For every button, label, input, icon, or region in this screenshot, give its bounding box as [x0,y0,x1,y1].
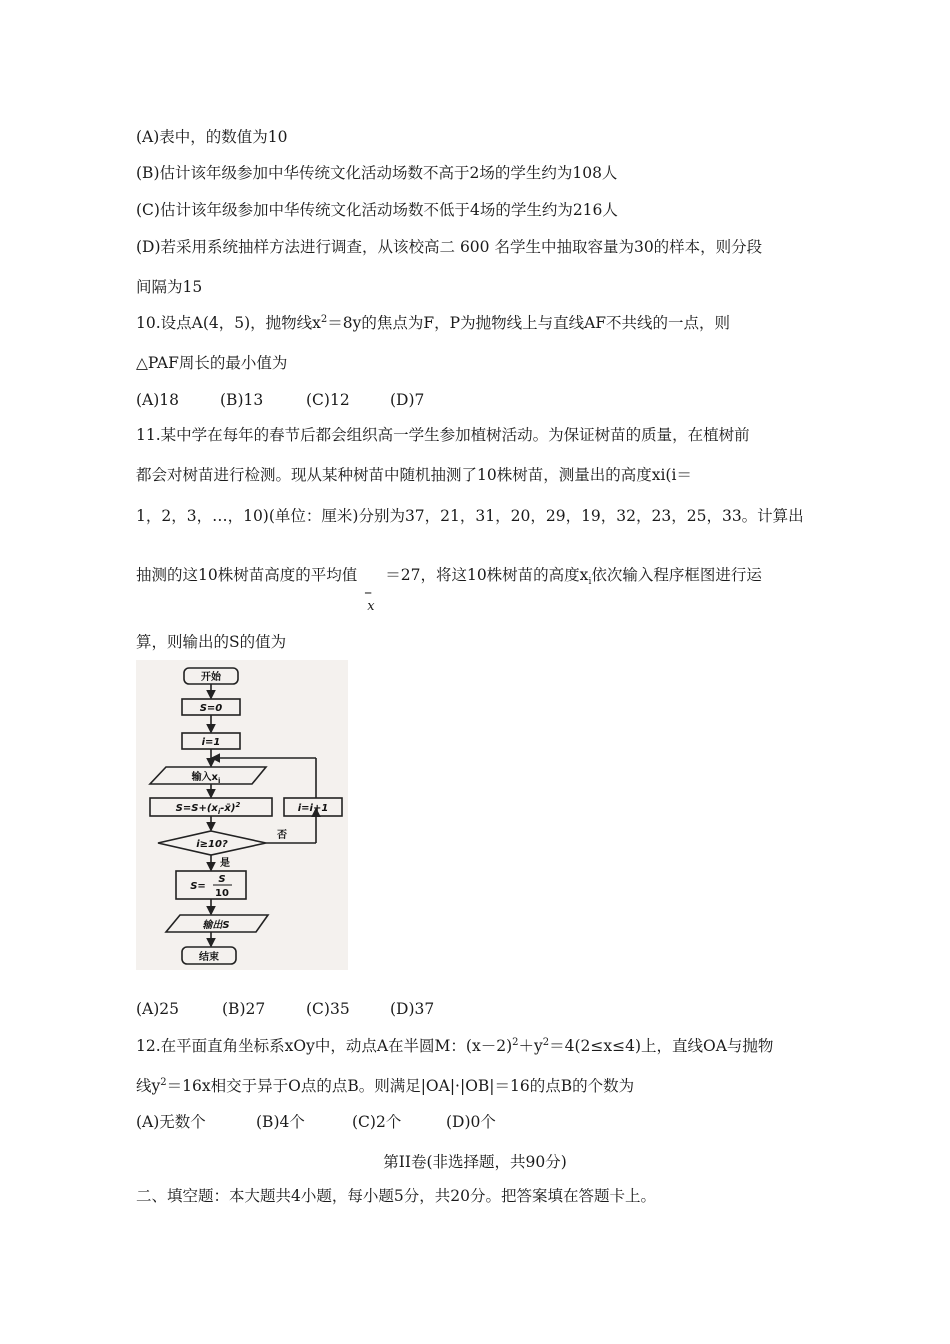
q11-stem-line5: 算，则输出的S的值为 [136,633,287,651]
flow-output-label: 输出S [202,920,230,931]
flow-input-label: 输入$x_i$ [191,772,221,785]
q10-stem-line1 [136,313,730,333]
section-title: 第II卷(非选择题，共90分) [383,1153,567,1171]
q12-stem-line2 [136,1076,634,1096]
q10-text-a: 10.设点A(4，5)，抛物线x [136,314,321,332]
q12-option-a: (A)无数个 [136,1113,206,1131]
q9-option-d-line2: 间隔为15 [136,278,203,296]
flow-i1-label: i=1 [201,737,221,748]
flow-s0-label: S=0 [199,703,223,714]
q11-option-d: (D)37 [390,1000,435,1018]
q11-option-c: (C)35 [306,1000,350,1018]
q12-option-c: (C)2个 [352,1113,402,1131]
q12-text-c: ＝4(2≤x≤4)上，直线OA与抛物 [549,1037,774,1055]
q11-xbar: x [367,599,375,614]
q10-square: 2 [320,313,328,325]
q11-stem-line2: 都会对树苗进行检测。现从某种树苗中随机抽测了10株树苗，测量出的高度xi(i＝ [136,466,692,484]
q12-text-b: ＋y [518,1037,543,1055]
flowchart-diagram [136,660,348,970]
q11-text-b: ＝27，将这10株树苗的高度x [385,566,589,584]
q12-text-a: 12.在平面直角坐标系xOy中，动点A在半圆M：(x－2) [136,1037,513,1055]
flowchart-image [136,660,348,970]
q11-sub-i: i [588,577,592,588]
q12-text-e: ＝16x相交于异于O点的点B。则满足|OA|·|OB|＝16的点B的个数为 [166,1077,635,1095]
flow-update-label: $S=S+(x_i-x̄)^2$ [175,801,241,816]
q11-stem-line4: 抽测的这10株树苗高度的平均值 – x ＝27，将这10株树苗的高度$x_i$依次输入程序框图进行运 [136,565,762,585]
flow-cond-label: i≥10? [196,839,228,850]
q10-option-b: (B)13 [220,391,264,409]
q12-square-2: 2 [542,1036,550,1048]
flow-end-label: 结束 [199,952,219,963]
q9-option-d-line1: (D)若采用系统抽样方法进行调查，从该校高二 600 名学生中抽取容量为30的样本，则分段 [136,238,763,256]
q11-text-a: 抽测的这10株树苗高度的平均值 [136,566,358,584]
q12-stem-line1 [136,1036,773,1056]
q10-option-c: (C)12 [306,391,350,409]
q10-text-b: ＝8y的焦点为F，P为抛物线上与直线AF不共线的一点，则 [327,314,731,332]
q9-option-c: (C)估计该年级参加中华传统文化活动场数不低于4场的学生约为216人 [136,201,618,219]
q12-option-b: (B)4个 [256,1113,305,1131]
q12-square-3: 2 [160,1076,167,1088]
q9-option-b: (B)估计该年级参加中华传统文化活动场数不高于2场的学生约为108人 [136,164,618,182]
q9-option-a: (A)表中，的数值为10 [136,128,288,146]
q11-option-b: (B)27 [222,1000,266,1018]
part-two-heading: 二、填空题：本大题共4小题，每小题5分，共20分。把答案填在答题卡上。 [136,1187,656,1205]
q10-option-a: (A)18 [136,391,180,409]
q11-option-a: (A)25 [136,1000,180,1018]
flow-div-box [176,871,246,899]
q11-stem-line1: 11.某中学在每年的春节后都会组织高一学生参加植树活动。为保证树苗的质量，在植树前 [136,426,750,444]
flow-yes-label: 是 [220,858,230,869]
flow-no-label: 否 [277,830,287,841]
flow-div-den: 10 [215,888,229,899]
q10-stem-line2: △PAF周长的最小值为 [136,354,288,372]
q11-text-c: 依次输入程序框图进行运 [591,566,762,584]
q11-stem-line3: 1，2，3，…，10)(单位：厘米)分别为37，21，31，20，29，19，32，23，25，33。计算出 [136,507,804,525]
flow-start-label: 开始 [201,672,221,683]
flow-incr-label: i=i+1 [297,803,329,814]
flow-div-s-label: S= [190,881,206,892]
q12-square-1: 2 [512,1036,519,1048]
q10-option-d: (D)7 [390,391,425,409]
flow-div-num: S [218,874,226,885]
q12-text-d: 线y [136,1077,161,1095]
q12-option-d: (D)0个 [446,1113,496,1131]
